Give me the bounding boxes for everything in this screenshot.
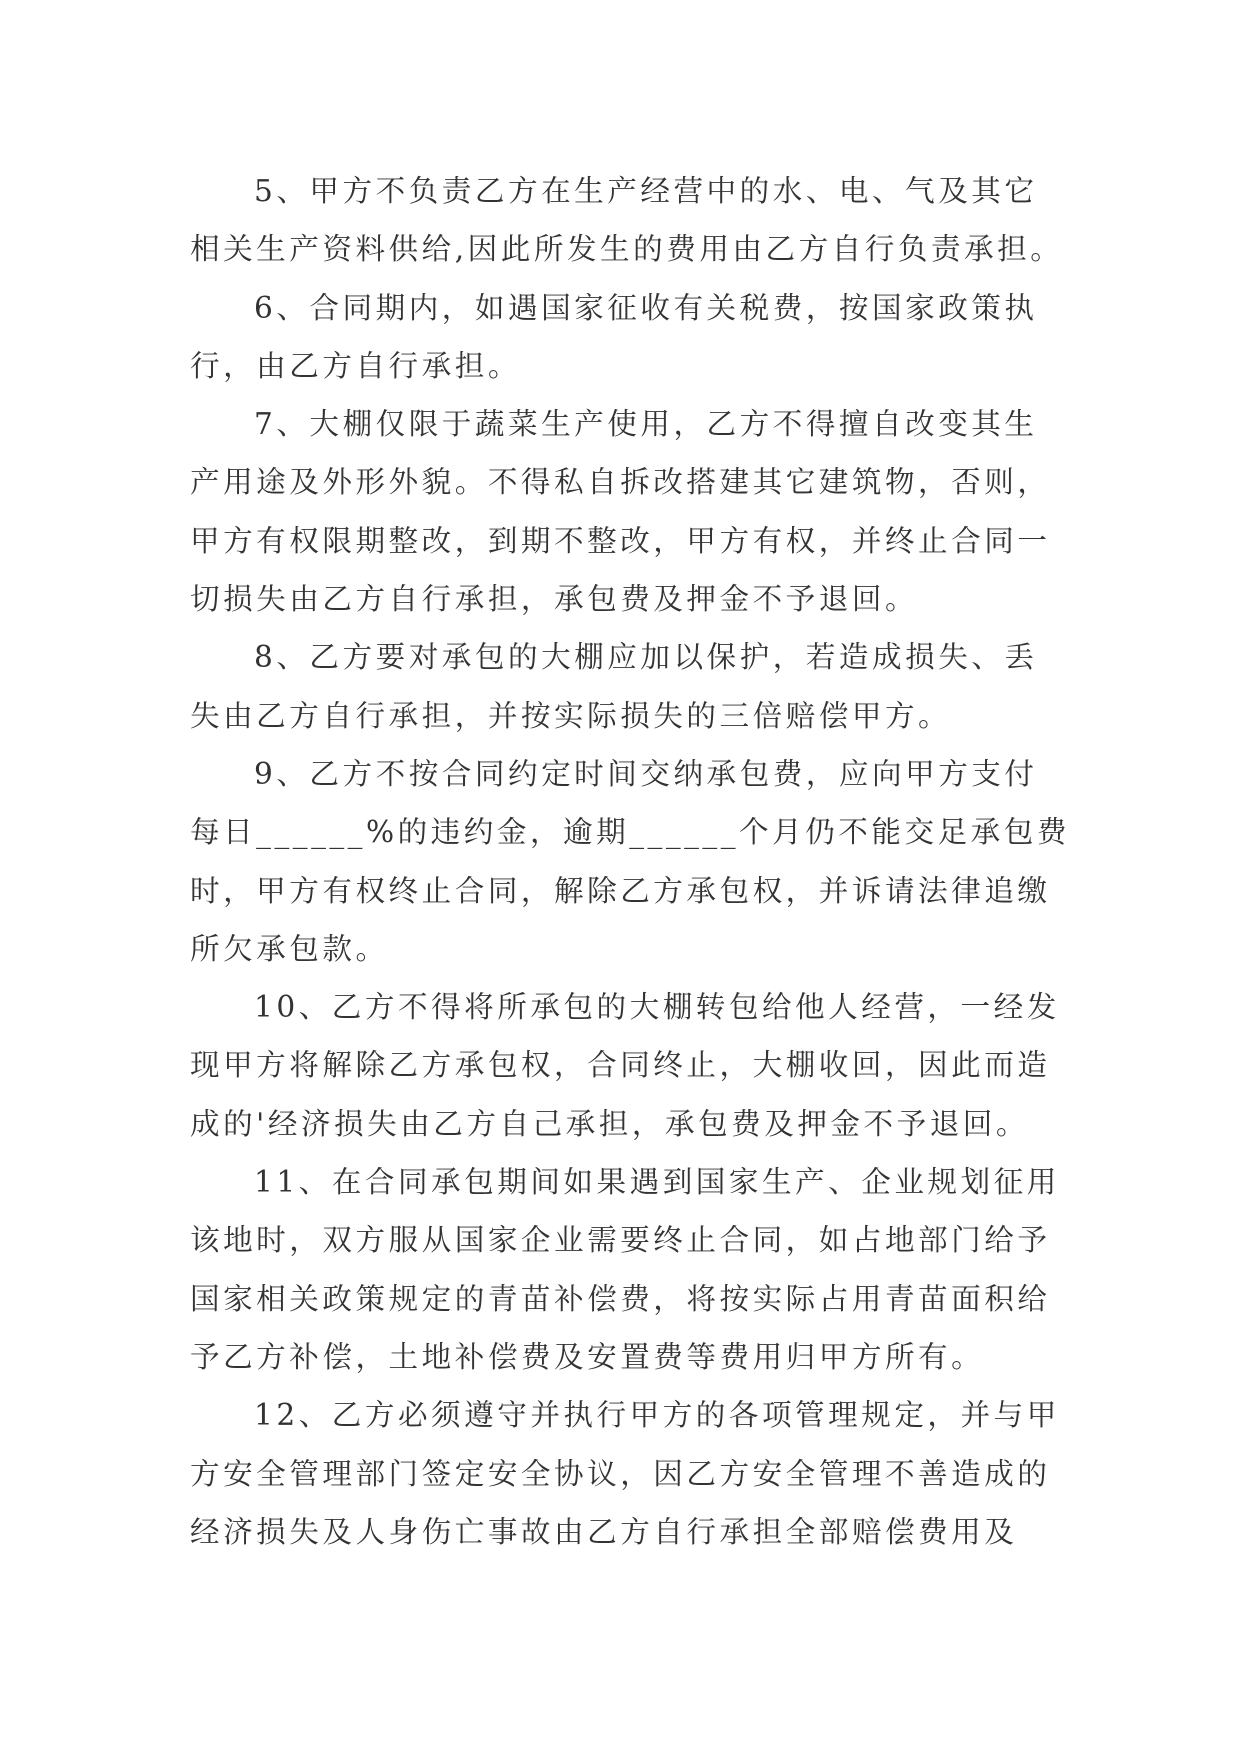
text-line: 经济损失及人身伤亡事故由乙方自行承担全部赔偿费用及 [190,1514,1018,1549]
text-line: 产用途及外形外貌。不得私自拆改搭建其它建筑物，否则， [190,465,1051,500]
clause-11 [190,1153,1060,1386]
text-line: 12、乙方必须遵守并执行甲方的各项管理规定，并与甲 [254,1398,1060,1433]
text-line: 行，由乙方自行承担。 [190,348,521,383]
text-line: 方安全管理部门签定安全协议，因乙方安全管理不善造成的 [190,1456,1051,1491]
text-line: 10、乙方不得将所承包的大棚转包给他人经营，一经发 [254,990,1060,1025]
text-line: 国家相关政策规定的青苗补偿费，将按实际占用青苗面积给 [190,1281,1051,1316]
text-line: 5、甲方不负责乙方在生产经营中的水、电、气及其它 [254,174,1038,208]
document-body [190,162,1070,1561]
text-line: 切损失由乙方自行承担，承包费及押金不予退回。 [190,582,919,617]
clause-8 [190,628,1060,745]
text-line: 成的'经济损失由乙方自己承担，承包费及押金不予退回。 [190,1106,1029,1141]
text-line: 所欠承包款。 [190,931,389,966]
text-line: 现甲方将解除乙方承包权，合同终止，大棚收回，因此而造 [190,1048,1051,1083]
text-line: 9、乙方不按合同约定时间交纳承包费，应向甲方支付 [254,756,1038,791]
text-line: 该地时，双方服从国家企业需要终止合同，如占地部门给予 [190,1223,1051,1258]
clause-9 [190,745,1070,978]
text-line: 7、大棚仅限于蔬菜生产使用，乙方不得擅自改变其生 [254,407,1038,442]
text-line: 失由乙方自行承担，并按实际损失的三倍赔偿甲方。 [190,698,952,733]
text-line: 甲方有权限期整改，到期不整改，甲方有权，并终止合同一 [190,523,1051,558]
text-line: 予乙方补偿，土地补偿费及安置费等费用归甲方所有。 [190,1339,985,1374]
text-line: 11、在合同承包期间如果遇到国家生产、企业规划征用 [254,1165,1060,1200]
text-line: 时，甲方有权终止合同，解除乙方承包权，并诉请法律追缴 [190,873,1051,908]
clause-7 [190,395,1060,628]
text-line: 6、合同期内，如遇国家征收有关税费，按国家政策执 [254,290,1038,325]
clause-5 [190,162,1064,279]
text-line: 相关生产资料供给,因此所发生的费用由乙方自行负责承担。 [190,232,1064,267]
text-line: 8、乙方要对承包的大棚应加以保护，若造成损失、丢 [254,640,1038,675]
clause-12 [190,1386,1060,1561]
text-line: 每日______%的违约金，逾期______个月仍不能交足承包费 [190,815,1070,850]
clause-10 [190,978,1060,1153]
clause-6 [190,279,1060,396]
